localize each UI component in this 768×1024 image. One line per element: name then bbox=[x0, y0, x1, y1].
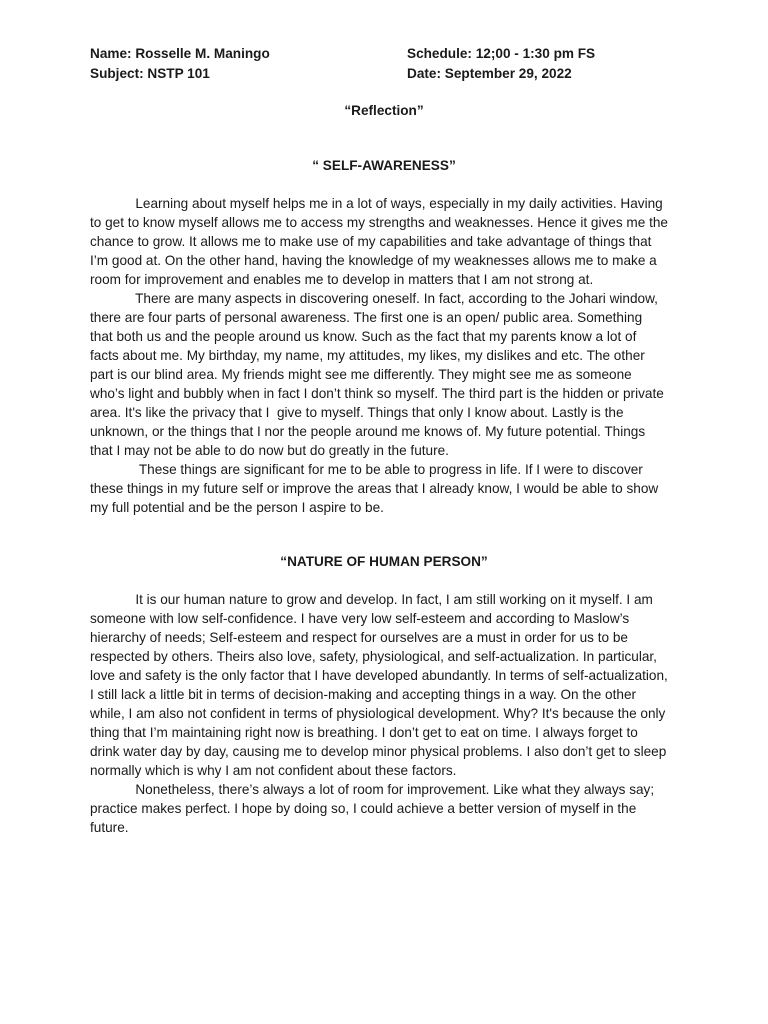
text-line: there are four parts of personal awareness. The first one is an open/ public area. Something bbox=[90, 310, 643, 325]
subject-line: Subject: NSTP 101 bbox=[90, 66, 210, 81]
text-line: respected by others. Theirs also love, safety, physiological, and self-actualization. In particular, bbox=[90, 649, 657, 664]
text-line: love and safety is the only factor that I have developed abundantly. In terms of self-actualization, bbox=[90, 668, 668, 683]
text-line: normally which is why I am not confident about these factors. bbox=[90, 763, 457, 778]
text-line: practice makes perfect. I hope by doing so, I could achieve a better version of myself in the bbox=[90, 801, 637, 816]
text-line: room for improvement and enables me to develop in matters that I am not strong at. bbox=[90, 272, 594, 287]
text-line: These things are significant for me to be able to progress in life. If I were to discover bbox=[90, 462, 643, 477]
text-line: chance to grow. It allows me to make use of my capabilities and take advantage of things that bbox=[90, 234, 652, 249]
section-heading-self-awareness: “ SELF-AWARENESS” bbox=[312, 158, 456, 173]
text-line: unknown, or the things that I nor the people around me knows of. My future potential. Things bbox=[90, 424, 646, 439]
text-line: drink water day by day, causing me to develop minor physical problems. I also don’t get to sleep bbox=[90, 744, 667, 759]
text-line: It is our human nature to grow and develop. In fact, I am still working on it myself. I am bbox=[90, 592, 653, 607]
text-line: my full potential and be the person I aspire to be. bbox=[90, 500, 384, 515]
text-line: that both us and the people around us know. Such as the fact that my parents know a lot of bbox=[90, 329, 637, 344]
text-line: who’s light and bubbly when in fact I don’t think so myself. The third part is the hidden or private bbox=[90, 386, 664, 401]
text-line: facts about me. My birthday, my name, my attitudes, my likes, my dislikes and etc. The other bbox=[90, 348, 645, 363]
text-line: that I may not be able to do now but do greatly in the future. bbox=[90, 443, 449, 458]
text-line: Learning about myself helps me in a lot of ways, especially in my daily activities. Having bbox=[90, 196, 663, 211]
text-line: part is our blind area. My friends might see me differently. They might see me as someone bbox=[90, 367, 632, 382]
text-line: someone with low self-confidence. I have very low self-esteem and according to Maslow’s bbox=[90, 611, 630, 626]
text-line: I still lack a little bit in terms of decision-making and accepting things in a way. On the other bbox=[90, 687, 637, 702]
date-line: Date: September 29, 2022 bbox=[407, 66, 572, 81]
text-line: to get to know myself allows me to access my strengths and weaknesses. Hence it gives me the bbox=[90, 215, 668, 230]
text-line: while, I am also not confident in terms of physiological development. Why? It's because the only bbox=[90, 706, 666, 721]
document-title: “Reflection” bbox=[344, 103, 424, 118]
text-line: Nonetheless, there’s always a lot of room for improvement. Like what they always say; bbox=[90, 782, 655, 797]
schedule-line: Schedule: 12;00 - 1:30 pm FS bbox=[407, 46, 596, 61]
text-line: area. It's like the privacy that I give to myself. Things that only I know about. Lastly is the bbox=[90, 405, 624, 420]
student-name: Name: Rosselle M. Maningo bbox=[90, 46, 270, 61]
text-line: hierarchy of needs; Self-esteem and respect for ourselves are a must in order for us to be bbox=[90, 630, 628, 645]
section-body-nature-of-human-person bbox=[90, 590, 680, 837]
section-body-self-awareness bbox=[90, 194, 680, 517]
text-line: I’m good at. On the other hand, having the knowledge of my weaknesses allows me to make a bbox=[90, 253, 657, 268]
text-line: There are many aspects in discovering oneself. In fact, according to the Johari window, bbox=[90, 291, 658, 306]
text-line: future. bbox=[90, 820, 129, 835]
text-line: thing that I’m maintaining right now is breathing. I don’t get to eat on time. I always forget to bbox=[90, 725, 638, 740]
text-line: these things in my future self or improve the areas that I already know, I would be able to show bbox=[90, 481, 659, 496]
section-heading-nature-of-human-person: “NATURE OF HUMAN PERSON” bbox=[280, 554, 488, 569]
